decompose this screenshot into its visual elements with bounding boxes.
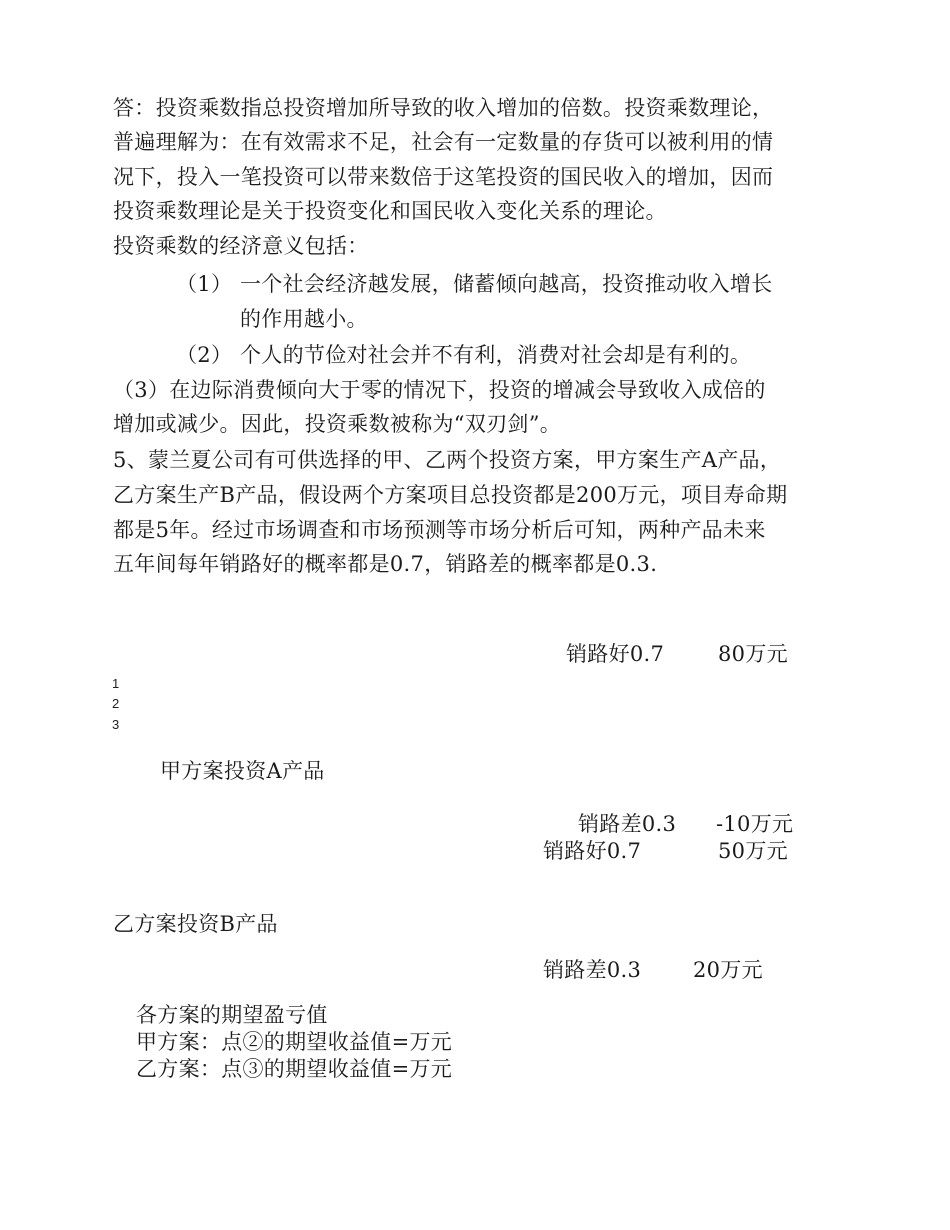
branch-b-bad-value: 20万元 — [693, 958, 763, 982]
expected-plan-a: 甲方案：点②的期望收益值=万元 — [136, 1030, 453, 1054]
question-line: 5、蒙兰夏公司有可供选择的甲、乙两个投资方案，甲方案生产A产品， — [113, 448, 782, 472]
branch-a-good-value: 80万元 — [718, 642, 788, 666]
answer-line: 投资乘数理论是关于投资变化和国民收入变化关系的理论。 — [113, 199, 667, 223]
answer-line: 普遍理解为：在有效需求不足，社会有一定数量的存货可以被利用的情 — [113, 130, 774, 154]
list-item-1-marker: （1） — [176, 272, 233, 296]
node-number: 2 — [112, 696, 120, 711]
expected-plan-b: 乙方案：点③的期望收益值=万元 — [136, 1057, 453, 1081]
node-number: 1 — [112, 676, 120, 691]
node-number: 3 — [112, 717, 120, 732]
branch-b-bad-label: 销路差0.3 — [543, 958, 642, 982]
branch-a-bad-value: -10万元 — [716, 812, 794, 836]
branch-b-good-label: 销路好0.7 — [543, 839, 642, 863]
expected-heading: 各方案的期望盈亏值 — [136, 1003, 328, 1027]
list-item-2-marker: （2） — [176, 343, 233, 367]
answer-line: 答：投资乘数指总投资增加所导致的收入增加的倍数。投资乘数理论， — [113, 96, 774, 120]
plan-b-label: 乙方案投资B产品 — [113, 912, 278, 936]
list-item-1-text-cont: 的作用越小。 — [240, 307, 368, 331]
answer-line: 况下，投入一笔投资可以带来数倍于这笔投资的国民收入的增加，因而 — [113, 165, 774, 189]
list-item-2-text: 个人的节俭对社会并不有利，消费对社会却是有利的。 — [240, 343, 752, 367]
plan-a-label: 甲方案投资A产品 — [160, 759, 325, 783]
list-item-1-text: 一个社会经济越发展，储蓄倾向越高，投资推动收入增长 — [240, 272, 773, 296]
branch-b-good-value: 50万元 — [718, 839, 788, 863]
list-item-3-text-cont: 增加或减少。因此，投资乘数被称为“双刃剑”。 — [113, 412, 562, 436]
branch-a-good-label: 销路好0.7 — [566, 642, 665, 666]
question-line: 都是5年。经过市场调查和市场预测等市场分析后可知，两种产品未来 — [113, 518, 766, 542]
question-line: 五年间每年销路好的概率都是0.7，销路差的概率都是0.3. — [113, 552, 658, 576]
question-line: 乙方案生产B产品，假设两个方案项目总投资都是200万元，项目寿命期 — [113, 483, 788, 507]
list-item-3-text: （3）在边际消费倾向大于零的情况下，投资的增减会导致收入成倍的 — [113, 378, 766, 402]
meaning-heading: 投资乘数的经济意义包括： — [113, 234, 369, 258]
branch-a-bad-label: 销路差0.3 — [578, 812, 677, 836]
